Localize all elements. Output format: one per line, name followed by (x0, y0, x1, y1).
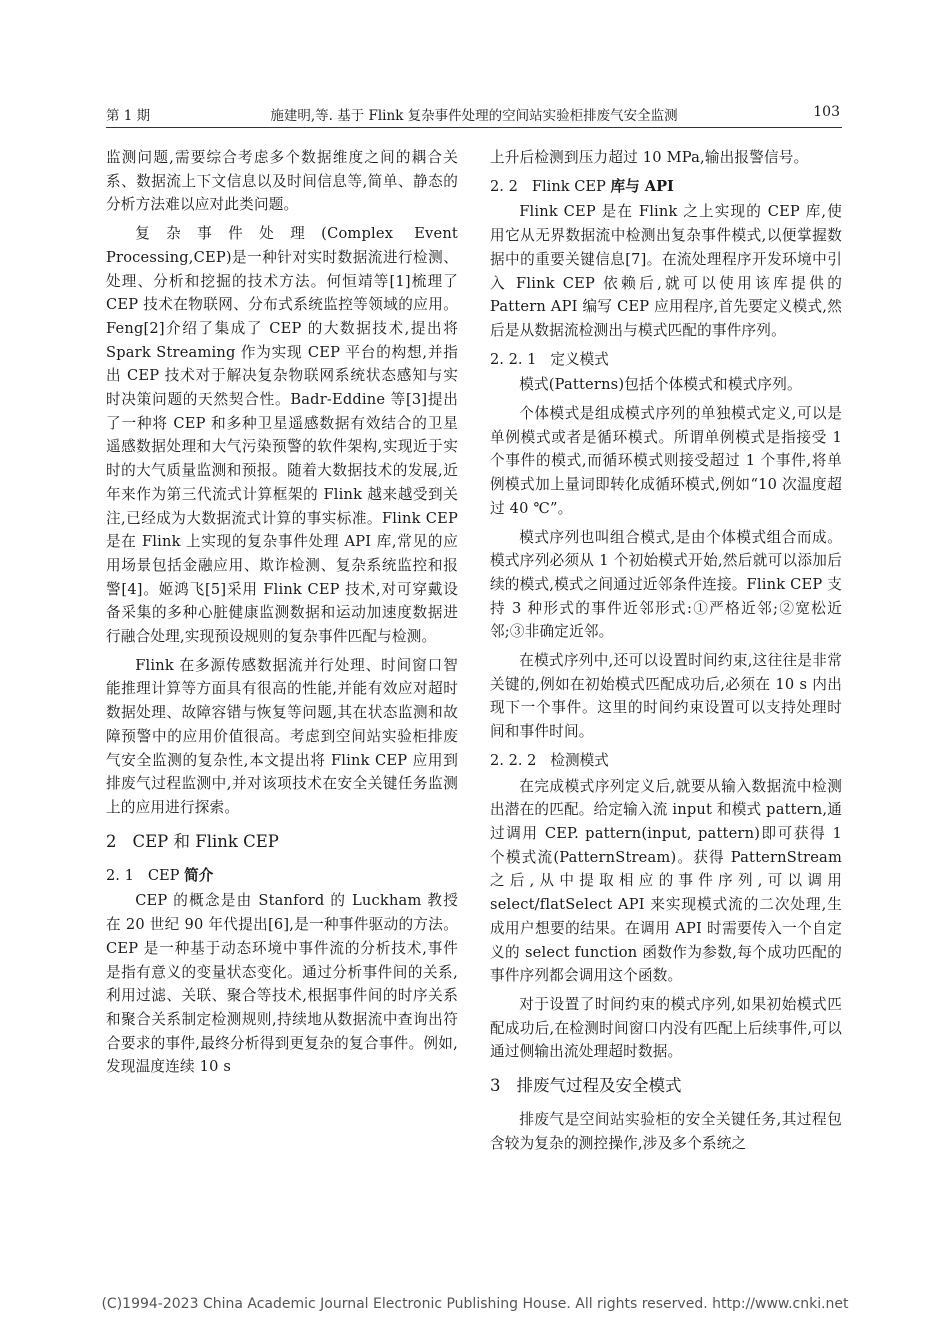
issue-number: 第 1 期 (106, 108, 151, 124)
subsubsection-heading (490, 348, 842, 372)
subsection-title-a: CEP (147, 866, 185, 884)
paragraph: 个体模式是组成模式序列的单独模式定义,可以是单例模式或者是循环模式。所谓单例模式是指接受 1 个事件的模式,而循环模式则接受超过 1 个事件,将单例模式加上量词即转化成循环模式,例如“10 次温度超过 40 ℃”。 (490, 405, 842, 517)
paragraph: Flink CEP 是在 Flink 之上实现的 CEP 库,使用它从无界数据流中检测出复杂事件模式,以便掌握数据中的重要关键信息[7]。在流处理程序开发环境中引入 Flink CEP 依赖后,就可以使用该库提供的 Pattern API 编写 CEP 应用程序,首先要定义模式,然后是从数据流检测出与模式匹配的事件序列。 (490, 203, 842, 339)
page-number: 103 (813, 104, 840, 120)
subsection-number: 2. 2 (490, 177, 518, 195)
subsubsection-number: 2. 2. 1 (490, 350, 537, 368)
section-title: CEP 和 Flink CEP (132, 831, 279, 851)
paragraph: 在模式序列中,还可以设置时间约束,这往往是非常关键的,例如在初始模式匹配成功后,必须在 10 s 内出现下一个事件。这里的时间约束设置可以支持处理时间和事件时间。 (490, 652, 842, 741)
subsubsection-title: 定义模式 (550, 350, 609, 368)
subsection-number: 2. 1 (106, 866, 134, 884)
section-title: 排废气过程及安全模式 (516, 1076, 682, 1096)
paragraph: 对于设置了时间约束的模式序列,如果初始模式匹配成功后,在检测时间窗口内没有匹配上后续事件,可以通过侧输出流处理超时数据。 (490, 995, 842, 1061)
subsection-title-a: Flink CEP (531, 177, 611, 195)
paragraph: Flink 在多源传感数据流并行处理、时间窗口智能推理计算等方面具有很高的性能,并能有效应对超时数据处理、故障容错与恢复等问题,其在状态监测和故障预警中的应用价值很高。考虑到空间站实验柜排废气安全监测的复杂性,本文提出将 Flink CEP 应用到排废气过程监测中,并对该项技术在安全关键任务监测上的应用进行探索。 (106, 656, 458, 816)
subsection-title-b: 简介 (184, 866, 214, 884)
section-number: 2 (106, 831, 117, 851)
subsection-title-b: 库与 API (610, 177, 674, 195)
paragraph: 模式(Patterns)包括个体模式和模式序列。 (519, 376, 802, 394)
section-heading (106, 828, 458, 856)
section-number: 3 (490, 1076, 501, 1096)
subsubsection-number: 2. 2. 2 (490, 751, 537, 769)
running-title: 施建明,等. 基于 Flink 复杂事件处理的空间站实验柜排废气安全监测 (270, 108, 678, 124)
paragraph: 复杂事件处理(Complex Event Processing,CEP)是一种针对实时数据流进行检测、处理、分析和挖掘的技术方法。何恒靖等[1]梳理了 CEP 技术在物联网、分布式系统监控等领域的应用。Feng[2]介绍了集成了 CEP 的大数据技术,提出将 Spark Streaming 作为实现 CEP 平台的构想,并指出 CEP 技术对于解决复杂物联网系统状态感知与实时决策问题的天然契合性。Badr-Eddine 等[3]提出了一种将 CEP 和多种卫星遥感数据有效结合的卫星遥感数据处理和大气污染预警的软件架构,实现近于实时的大气质量监测和预报。随着大数据技术的发展,近年来作为第三代流式计算框架的 Flink 越来越受到关注,已经成为大数据流式计算的事实标准。Flink CEP 是在 Flink 上实现的复杂事件处理 API 库,常见的应用场景包括金融应用、欺诈检测、复杂系统监控和报警[4]。姬鸿飞[5]采用 Flink CEP 技术,对可穿戴设备采集的多种心脏健康监测数据和运动加速度数据进行融合处理,实现预设规则的复杂事件匹配与检测。 (106, 225, 458, 646)
subsection-heading (490, 175, 842, 199)
left-column (106, 146, 458, 1084)
running-header (106, 102, 842, 126)
paragraph: 上升后检测到压力超过 10 MPa,输出报警信号。 (490, 149, 809, 166)
copyright-footer: (C)1994-2023 China Academic Journal Electronic Publishing House. All rights reserved. http://www.cnki.net (101, 1296, 849, 1312)
subsubsection-title: 检测模式 (550, 751, 609, 769)
header-rule (106, 127, 842, 128)
right-column (490, 146, 842, 1160)
subsubsection-heading (490, 749, 842, 773)
paragraph: 排废气是空间站实验柜的安全关键任务,其过程包含较为复杂的测控操作,涉及多个系统之 (490, 1111, 842, 1152)
subsection-heading (106, 864, 458, 888)
paragraph: 监测问题,需要综合考虑多个数据维度之间的耦合关系、数据流上下文信息以及时间信息等,简单、静态的分析方法难以应对此类问题。 (106, 149, 458, 214)
paragraph: 模式序列也叫组合模式,是由个体模式组合而成。模式序列必须从 1 个初始模式开始,然后就可以添加后续的模式,模式之间通过近邻条件连接。Flink CEP 支持 3 种形式的事件近邻形式:①严格近邻;②宽松近邻;③非确定近邻。 (490, 528, 842, 641)
paragraph: CEP 的概念是由 Stanford 的 Luckham 教授在 20 世纪 90 年代提出[6],是一种事件驱动的方法。CEP 是一种基于动态环境中事件流的分析技术,事件是指有意义的变量状态变化。通过分析事件间的关系,利用过滤、关联、聚合等技术,根据事件间的时序关系和聚合关系制定检测规则,持续地从数据流中查询出符合要求的事件,最终分析得到更复杂的复合事件。例如,发现温度连续 10 s (106, 892, 458, 1076)
paragraph: 在完成模式序列定义后,就要从输入数据流中检测出潜在的匹配。给定输入流 input 和模式 pattern,通过调用 CEP. pattern(input, pattern)即可获得 1 个模式流(PatternStream)。获得 PatternStream 之后,从中提取相应的事件序列,可以调用 select/flatSelect API 来实现模式流的二次处理,生成用户想要的结果。在调用 API 时需要传入一个自定义的 select function 函数作为参数,每个成功匹配的事件序列都会调用这个函数。 (490, 777, 842, 985)
section-heading (490, 1072, 842, 1100)
